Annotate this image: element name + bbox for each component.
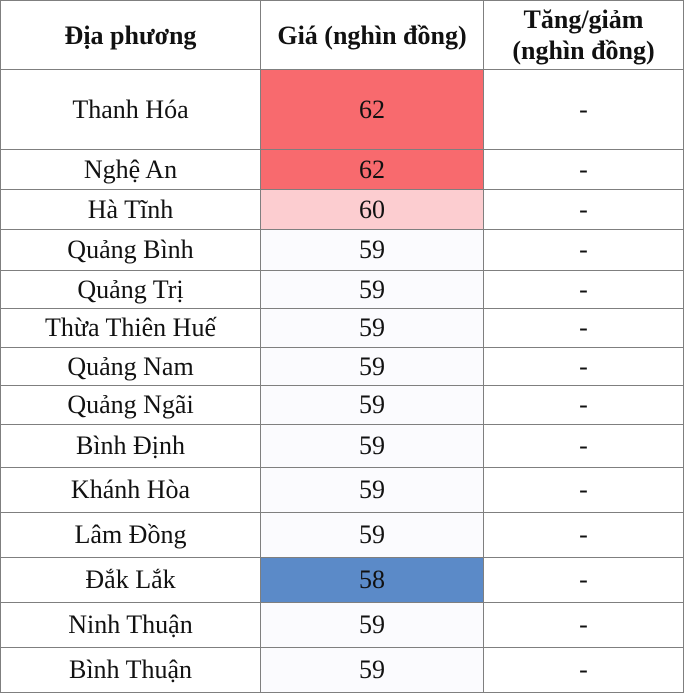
price-cell: 59 [261, 513, 484, 558]
price-cell: 62 [261, 150, 484, 190]
change-cell: - [484, 386, 684, 425]
region-cell: Ninh Thuận [1, 603, 261, 648]
table-row [1, 150, 684, 190]
region-cell: Bình Thuận [1, 648, 261, 693]
price-cell: 59 [261, 309, 484, 348]
price-cell: 59 [261, 648, 484, 693]
table-body [1, 70, 684, 693]
price-cell: 59 [261, 386, 484, 425]
change-cell: - [484, 558, 684, 603]
region-cell: Khánh Hòa [1, 468, 261, 513]
table-row [1, 425, 684, 468]
price-cell: 58 [261, 558, 484, 603]
header-change-line2: (nghìn đồng) [512, 36, 655, 65]
region-cell: Thanh Hóa [1, 70, 261, 150]
region-cell: Nghệ An [1, 150, 261, 190]
change-cell: - [484, 468, 684, 513]
header-region: Địa phương [1, 1, 261, 70]
table-row [1, 70, 684, 150]
price-cell: 59 [261, 425, 484, 468]
change-cell: - [484, 230, 684, 271]
change-cell: - [484, 150, 684, 190]
price-cell: 62 [261, 70, 484, 150]
header-row [1, 1, 684, 70]
price-cell: 60 [261, 190, 484, 230]
change-cell: - [484, 271, 684, 309]
price-cell: 59 [261, 348, 484, 386]
change-cell: - [484, 603, 684, 648]
change-cell: - [484, 348, 684, 386]
table-row [1, 190, 684, 230]
change-cell: - [484, 425, 684, 468]
change-cell: - [484, 70, 684, 150]
change-cell: - [484, 648, 684, 693]
table-row [1, 468, 684, 513]
region-cell: Quảng Trị [1, 271, 261, 309]
region-cell: Quảng Bình [1, 230, 261, 271]
change-cell: - [484, 190, 684, 230]
region-cell: Quảng Ngãi [1, 386, 261, 425]
region-cell: Đắk Lắk [1, 558, 261, 603]
price-cell: 59 [261, 230, 484, 271]
table-row [1, 348, 684, 386]
price-cell: 59 [261, 603, 484, 648]
table-row [1, 603, 684, 648]
header-price: Giá (nghìn đồng) [261, 1, 484, 70]
region-cell: Lâm Đồng [1, 513, 261, 558]
header-change [484, 1, 684, 70]
price-cell: 59 [261, 468, 484, 513]
price-cell: 59 [261, 271, 484, 309]
table-row [1, 648, 684, 693]
change-cell: - [484, 513, 684, 558]
table-row [1, 309, 684, 348]
change-cell: - [484, 309, 684, 348]
table-row [1, 558, 684, 603]
table-row [1, 513, 684, 558]
region-cell: Quảng Nam [1, 348, 261, 386]
header-change-line1: Tăng/giảm [523, 5, 644, 34]
table-row [1, 230, 684, 271]
region-cell: Thừa Thiên Huế [1, 309, 261, 348]
region-cell: Hà Tĩnh [1, 190, 261, 230]
table-row [1, 271, 684, 309]
region-cell: Bình Định [1, 425, 261, 468]
table-header [1, 1, 684, 70]
table-row [1, 386, 684, 425]
